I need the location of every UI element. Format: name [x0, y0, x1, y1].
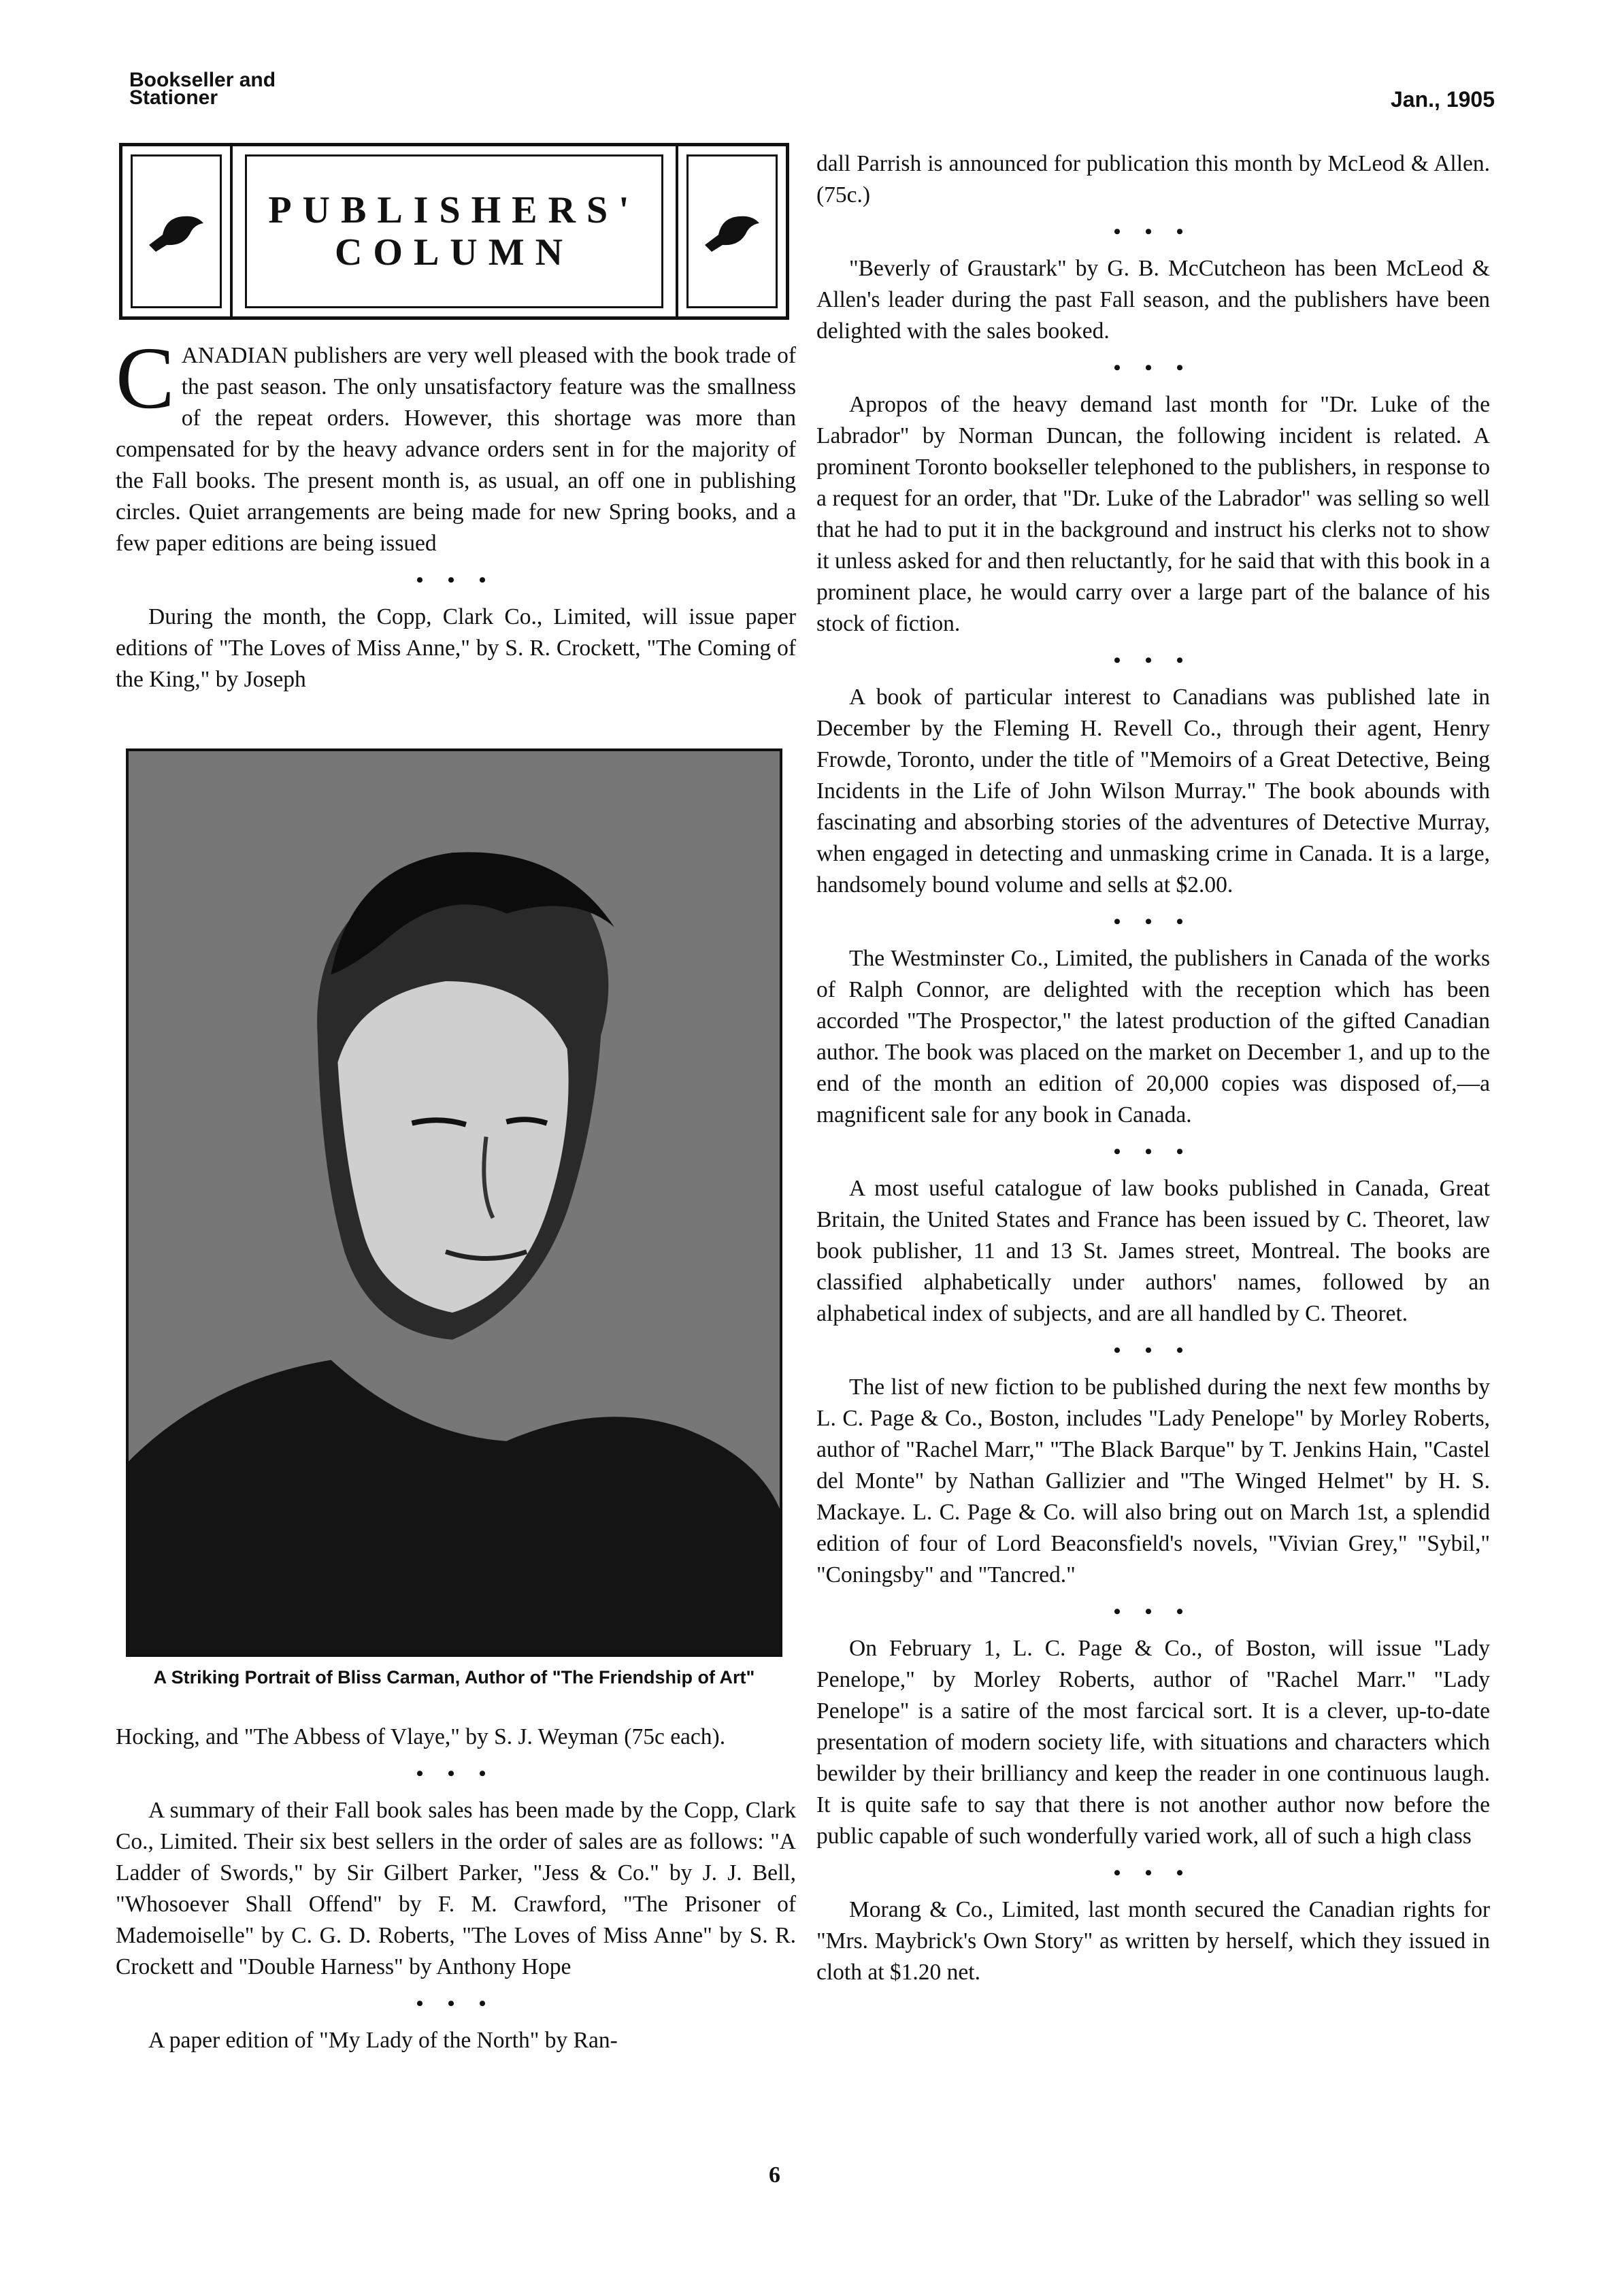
banner-title-area	[233, 146, 676, 316]
section-separator: • • •	[416, 1762, 496, 1785]
portrait-caption: A Striking Portrait of Bliss Carman, Author of "The Friendship of Art"	[153, 1667, 755, 1687]
paragraph-copp-clark-bottom: Hocking, and "The Abbess of Vlaye," by S. J. Weyman (75c each).	[116, 1724, 726, 1749]
issue-date: Jan., 1905	[1391, 87, 1495, 112]
banner-left-ornament	[122, 146, 233, 316]
banner-right-ornament	[676, 146, 786, 316]
paragraph-great-detective: A book of particular interest to Canadians was published late in December by the Fleming H. Revell Co., through their agent, Henry Frowde, Toronto, under the title of "Memoirs of a Great Detective, Being Incidents in the Life of John Wilson Murray." The book abounds with fascinating and absorbing stories of the adventures of Detective Murray, when engaged in detecting and unmasking crime in Canada. It is a large, handsomely bound volume and sells at $2.00.	[816, 685, 1490, 898]
section-separator: • • •	[1113, 1140, 1193, 1163]
paragraph-my-lady-north: A paper edition of "My Lady of the North" by Ran-	[148, 2028, 618, 2053]
banner-title-line1: PUBLISHERS'	[268, 189, 640, 231]
section-separator: • • •	[1113, 910, 1193, 933]
portrait-illustration	[129, 751, 780, 1654]
section-separator: • • •	[416, 569, 496, 591]
section-separator: • • •	[1113, 1862, 1193, 1884]
paragraph-law-catalogue: A most useful catalogue of law books published in Canada, Great Britain, the United States and France has been issued by C. Theoret, law book publisher, 11 and 13 St. James street, Montreal. The books are classified alphabetically under authors' names, followed by an alphabetical index of subjects, and are all handled by C. Theoret.	[816, 1176, 1490, 1326]
section-separator: • • •	[1113, 649, 1193, 672]
paragraph-maybrick: Morang & Co., Limited, last month secured the Canadian rights for "Mrs. Maybrick's Own Story" as written by herself, which they issued in cloth at $1.20 net.	[816, 1897, 1490, 1985]
paragraph-dr-luke: Apropos of the heavy demand last month for "Dr. Luke of the Labrador" by Norman Duncan, the following incident is related. A prominent Toronto bookseller telephoned to the publishers, in response to a request for an order, that "Dr. Luke of the Labrador" was selling so well that he had to put it in the background and instruct his clerks not to show it unless asked for and then reluctantly, for he said that with this book in a prominent place, he would carry over a large part of the balance of his stock of fiction.	[816, 392, 1490, 636]
paragraph-parrish: dall Parrish is announced for publication this month by McLeod & Allen. (75c.)	[816, 151, 1490, 208]
page-number: 6	[769, 2162, 780, 2188]
section-separator: • • •	[1113, 1339, 1193, 1362]
section-separator: • • •	[1113, 220, 1193, 243]
publication-name-line2: Stationer	[129, 86, 218, 109]
paragraph-lady-penelope: On February 1, L. C. Page & Co., of Boston, will issue "Lady Penelope," by Morley Roberts, author of "Rachel Marr." "Lady Penelope" is a satire of the most farcical sort. It is a clever, up-to-date presentation of modern society life, with situations and characters which bewilder by their brilliancy and keep the reader in one continuous laugh. It is quite safe to say that there is not another author now before the public capable of such wonderfully varied work, all of such a high class	[816, 1636, 1490, 1849]
paragraph-copp-clark-top: During the month, the Copp, Clark Co., Limited, will issue paper editions of "The Loves of Miss Anne," by S. R. Crockett, "The Coming of the King," by Joseph	[116, 604, 796, 692]
section-separator: • • •	[1113, 357, 1193, 379]
intro-text: ANADIAN publishers are very well pleased with the book trade of the past season. The only unsatisfactory feature was the smallness of the repeat orders. However, this shortage was more than compensated for by the heavy advance orders sent in for the majority of the Fall books. The present month is, as usual, an off one in publishing circles. Quiet arrangements are being made for new Spring books, and a few paper editions are being issued	[116, 343, 796, 556]
paragraph-page-fiction-list: The list of new fiction to be published during the next few months by L. C. Page & Co., Boston, includes "Lady Penelope" by Morley Roberts, author of "Rachel Marr," "The Black Barque" by T. Jenkins Hain, "Castel del Monte" by Nathan Gallizier and "The Winged Helmet" by H. S. Mackaye. L. C. Page & Co. will also bring out on March 1st, a splendid edition of four of Lord Beaconsfield's novels, "Vivian Grey," "Sybil," "Coningsby" and "Tancred."	[816, 1374, 1490, 1587]
drop-cap: C	[116, 329, 175, 427]
section-separator: • • •	[1113, 1600, 1193, 1623]
left-column-top	[116, 329, 796, 695]
section-separator: • • •	[416, 1992, 496, 2015]
paragraph-best-sellers: A summary of their Fall book sales has been made by the Copp, Clark Co., Limited. Their six best sellers in the order of sales are as follows: "A Ladder of Swords," by Sir Gilbert Parker, "Jess & Co." by J. J. Bell, "Whosoever Shall Offend" by F. M. Crawford, "The Prisoner of Mademoiselle" by C. G. D. Roberts, "The Loves of Miss Anne" by S. R. Crockett and "Double Harness" by Anthony Hope	[116, 1798, 796, 1979]
intro-paragraph	[116, 329, 796, 559]
banner-title-line2: COLUMN	[334, 231, 574, 274]
publication-name-line1: Bookseller and	[129, 69, 276, 91]
paragraph-prospector: The Westminster Co., Limited, the publishers in Canada of the works of Ralph Connor, are delighted with the reception which has been accorded "The Prospector," the latest production of the gifted Canadian author. The book was placed on the market on December 1, and up to the end of the month an edition of 20,000 copies was disposed of,—a magnificent sale for any book in Canada.	[816, 946, 1490, 1127]
left-column-bottom	[116, 1722, 796, 2056]
right-column	[816, 148, 1490, 1988]
portrait-photo	[126, 748, 782, 1657]
column-banner	[119, 143, 789, 320]
paragraph-graustark: "Beverly of Graustark" by G. B. McCutcheon has been McLeod & Allen's leader during the past Fall season, and the publishers have been delighted with the sales booked.	[816, 256, 1490, 344]
publication-masthead	[129, 71, 276, 107]
